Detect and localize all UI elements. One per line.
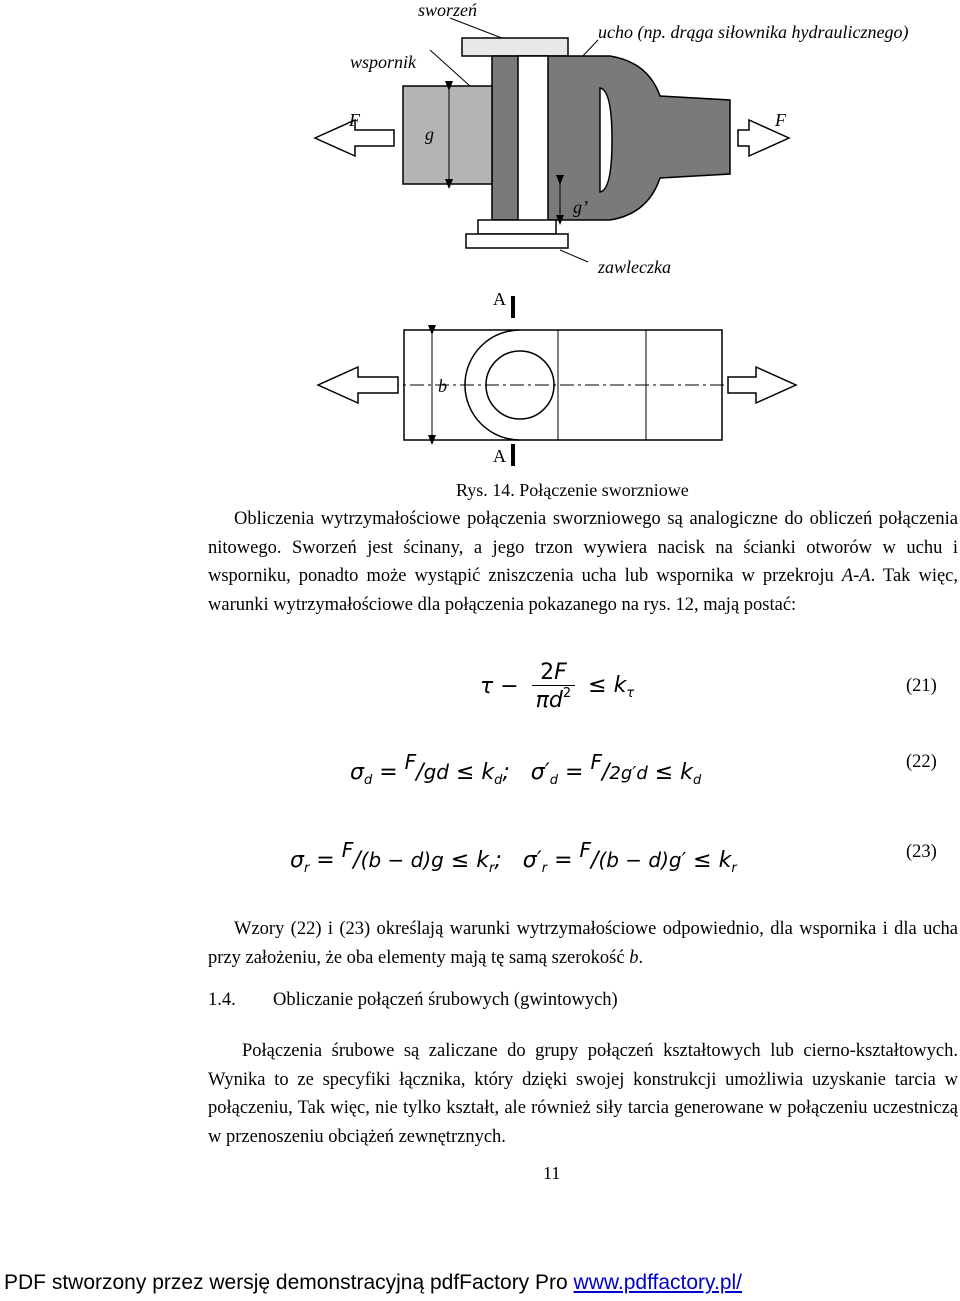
label-sworzen: sworzeń xyxy=(418,0,478,20)
equation-22-number: (22) xyxy=(906,752,937,772)
figure-caption: Rys. 14. Połączenie sworzniowe xyxy=(456,480,689,500)
label-force-right: F xyxy=(775,110,786,130)
label-dim-g-prime: g’ xyxy=(573,197,588,217)
pin-shaft xyxy=(518,56,548,232)
force-arrow-left-bottom xyxy=(318,367,398,403)
pin-head xyxy=(462,38,568,56)
section-number: 1.4. xyxy=(208,990,236,1010)
force-arrow-right-bottom xyxy=(728,367,796,403)
footer-text: PDF stworzony przez wersję demonstracyjną pdfFactory Pro xyxy=(4,1271,568,1294)
equation-21-number: (21) xyxy=(906,676,937,696)
label-dim-g: g xyxy=(425,124,434,144)
section-mark-bottom xyxy=(511,444,515,466)
equation-23: $\sigma_r = F/(b - d)g \le k_r$; $\sigma'_r = F/(b - d)g' \le k_r$ xyxy=(290,838,737,876)
zawleczka-leader xyxy=(560,250,588,262)
label-wspornik: wspornik xyxy=(350,52,417,72)
label-force-left: F xyxy=(349,110,360,130)
paragraph-3: Połączenia śrubowe są zaliczane do grupy połączeń kształtowych lub cierno-kształtowych. Wynika to ze specyfiki łącznika, który dzięki swojej konstrukcji umożliwia uzyskanie tarcia w połączeniu, Tak więc, nie tylko kształt, ale również siły tarcia generowane w połączeniu uczestniczą w przenoszeniu obciążeń zewnętrznych. xyxy=(208,1041,958,1147)
label-section-top: A xyxy=(493,289,506,309)
pin-joint-figure xyxy=(0,0,960,480)
label-dim-b: b xyxy=(438,376,447,396)
page-number: 11 xyxy=(543,1163,561,1183)
section-title: Obliczanie połączeń śrubowych (gwintowych) xyxy=(273,990,618,1010)
pdf-footer xyxy=(4,1271,742,1295)
footer-link[interactable]: www.pdffactory.pl/ xyxy=(573,1271,743,1294)
label-section-bottom: A xyxy=(493,446,506,466)
paragraph-2: Wzory (22) i (23) określają warunki wytrzymałościowe odpowiednio, dla wspornika i dla ucha przy założeniu, że oba elementy mają tę samą szerokość b. xyxy=(208,919,958,968)
section-mark-top xyxy=(511,296,515,318)
washer xyxy=(478,220,556,234)
bracket-part xyxy=(403,86,492,184)
cotter-pin xyxy=(466,234,568,248)
label-zawleczka: zawleczka xyxy=(598,257,671,277)
equation-23-number: (23) xyxy=(906,842,937,862)
label-ucho: ucho (np. drąga siłownika hydraulicznego) xyxy=(598,22,909,42)
paragraph-1: Obliczenia wytrzymałościowe połączenia sworzniowego są analogiczne do obliczeń połączenia nitowego. Sworzeń jest ścinany, a jego trzon wywiera nacisk na ścianki otworów w uchu i wsporniku, ponadto może wystąpić zniszczenia ucha lub wspornika w przekroju A-A. Tak więc, warunki wytrzymałościowe dla połączenia pokazanego na rys. 12, mają postać: xyxy=(208,509,959,615)
equation-21: τ − $\frac{2F}{\pi d^2}$ ≤ $k_\tau$ xyxy=(480,660,635,713)
equation-22: $\sigma_d = F/gd \le k_d$; $\sigma'_d = F/2g'd \le k_d$ xyxy=(350,750,702,788)
